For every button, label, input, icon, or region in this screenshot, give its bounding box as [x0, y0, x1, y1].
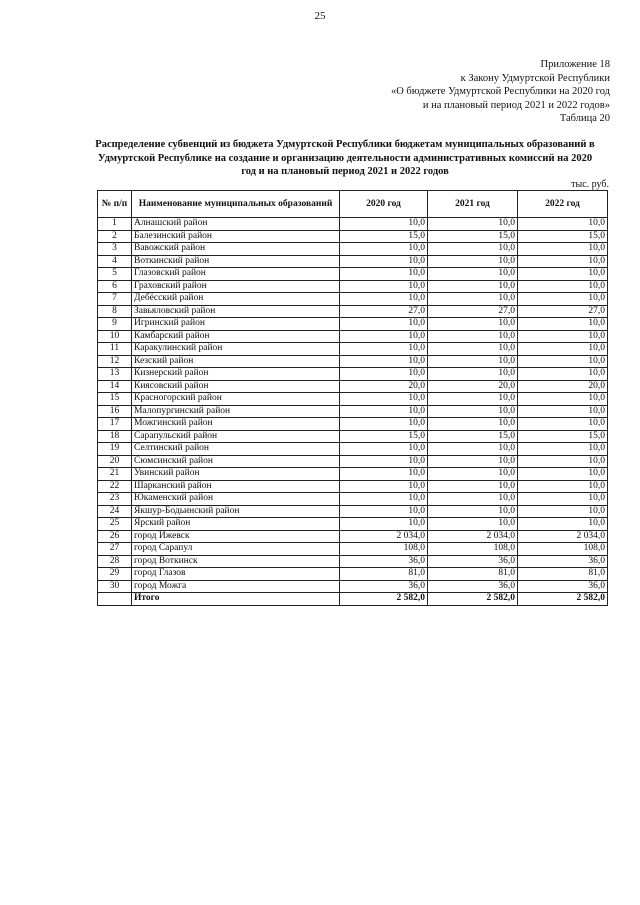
municipality-name: Балезинский район — [132, 230, 340, 243]
value-2022: 10,0 — [518, 518, 608, 531]
table-body — [98, 218, 608, 593]
value-2021: 20,0 — [428, 380, 518, 393]
value-2020: 10,0 — [340, 293, 428, 306]
value-2022: 10,0 — [518, 318, 608, 331]
row-number: 22 — [98, 480, 132, 493]
value-2021: 10,0 — [428, 343, 518, 356]
value-2022: 10,0 — [518, 355, 608, 368]
value-2022: 10,0 — [518, 493, 608, 506]
municipality-name: Глазовский район — [132, 268, 340, 281]
row-number: 20 — [98, 455, 132, 468]
value-2020: 2 034,0 — [340, 530, 428, 543]
table-row — [98, 243, 608, 256]
row-number: 11 — [98, 343, 132, 356]
row-number: 14 — [98, 380, 132, 393]
table-number: Таблица 20 — [559, 113, 610, 125]
row-number: 17 — [98, 418, 132, 431]
municipality-name: Якшур-Бодьинский район — [132, 505, 340, 518]
header-2021: 2021 год — [428, 191, 518, 218]
value-2021: 36,0 — [428, 580, 518, 593]
value-2022: 10,0 — [518, 393, 608, 406]
value-2020: 10,0 — [340, 255, 428, 268]
appendix-line: Приложение 18 — [540, 59, 610, 70]
value-2020: 10,0 — [340, 280, 428, 293]
value-2021: 10,0 — [428, 368, 518, 381]
municipality-name: город Ижевск — [132, 530, 340, 543]
row-number: 12 — [98, 355, 132, 368]
value-2020: 10,0 — [340, 405, 428, 418]
municipality-name: Кизнерский район — [132, 368, 340, 381]
row-number: 2 — [98, 230, 132, 243]
municipality-name: Граховский район — [132, 280, 340, 293]
value-2021: 81,0 — [428, 568, 518, 581]
header-2022: 2022 год — [518, 191, 608, 218]
value-2020: 10,0 — [340, 343, 428, 356]
row-number: 18 — [98, 430, 132, 443]
header-name: Наименование муниципальных образований — [132, 191, 340, 218]
value-2021: 10,0 — [428, 393, 518, 406]
value-2021: 27,0 — [428, 305, 518, 318]
page-number: 25 — [314, 10, 326, 22]
value-2022: 20,0 — [518, 380, 608, 393]
value-2021: 10,0 — [428, 405, 518, 418]
row-number: 19 — [98, 443, 132, 456]
value-2022: 10,0 — [518, 243, 608, 256]
appendix-line: к Закону Удмуртской Республики — [460, 72, 610, 84]
row-number: 4 — [98, 255, 132, 268]
municipality-name: Игринский район — [132, 318, 340, 331]
value-2021: 10,0 — [428, 280, 518, 293]
municipality-name: город Можга — [132, 580, 340, 593]
municipality-name: Сюмсинский район — [132, 455, 340, 468]
value-2020: 15,0 — [340, 230, 428, 243]
value-2022: 27,0 — [518, 305, 608, 318]
header-2020: 2020 год — [340, 191, 428, 218]
value-2022: 10,0 — [518, 280, 608, 293]
row-number: 25 — [98, 518, 132, 531]
value-2022: 81,0 — [518, 568, 608, 581]
row-number: 10 — [98, 330, 132, 343]
table-row — [98, 330, 608, 343]
value-2022: 10,0 — [518, 455, 608, 468]
total-num-cell — [98, 593, 132, 606]
value-2020: 10,0 — [340, 480, 428, 493]
table-row — [98, 518, 608, 531]
value-2022: 10,0 — [518, 405, 608, 418]
table-row — [98, 318, 608, 331]
row-number: 26 — [98, 530, 132, 543]
row-number: 13 — [98, 368, 132, 381]
table-row — [98, 368, 608, 381]
municipality-name: Каракулинский район — [132, 343, 340, 356]
value-2022: 10,0 — [518, 505, 608, 518]
table-row — [98, 455, 608, 468]
table-row — [98, 293, 608, 306]
subvention-table — [97, 190, 608, 606]
municipality-name: Селтинский район — [132, 443, 340, 456]
value-2021: 10,0 — [428, 443, 518, 456]
value-2022: 36,0 — [518, 580, 608, 593]
value-2022: 10,0 — [518, 480, 608, 493]
total-2022: 2 582,0 — [518, 593, 608, 606]
value-2021: 10,0 — [428, 468, 518, 481]
table-row — [98, 418, 608, 431]
value-2021: 10,0 — [428, 418, 518, 431]
value-2021: 10,0 — [428, 505, 518, 518]
value-2020: 10,0 — [340, 243, 428, 256]
municipality-name: Можгинский район — [132, 418, 340, 431]
document-title: Распределение субвенций из бюджета Удмуртской Республики бюджетам муниципальных образований в Удмуртской Республике на создание и организацию деятельности административных комиссий на 2020 год и на плановый период 2021 и 2022 годов — [95, 139, 595, 178]
value-2022: 10,0 — [518, 255, 608, 268]
value-2020: 10,0 — [340, 368, 428, 381]
total-2021: 2 582,0 — [428, 593, 518, 606]
value-2022: 15,0 — [518, 430, 608, 443]
municipality-name: Малопургинский район — [132, 405, 340, 418]
value-2020: 10,0 — [340, 355, 428, 368]
value-2020: 27,0 — [340, 305, 428, 318]
municipality-name: Ярский район — [132, 518, 340, 531]
value-2020: 36,0 — [340, 555, 428, 568]
row-number: 30 — [98, 580, 132, 593]
value-2022: 10,0 — [518, 368, 608, 381]
value-2020: 10,0 — [340, 468, 428, 481]
table-row — [98, 305, 608, 318]
table-row — [98, 230, 608, 243]
value-2020: 10,0 — [340, 330, 428, 343]
row-number: 8 — [98, 305, 132, 318]
table-row — [98, 393, 608, 406]
municipality-name: Воткинский район — [132, 255, 340, 268]
value-2022: 10,0 — [518, 468, 608, 481]
table-row — [98, 555, 608, 568]
value-2021: 10,0 — [428, 518, 518, 531]
value-2022: 10,0 — [518, 293, 608, 306]
value-2022: 36,0 — [518, 555, 608, 568]
municipality-name: Камбарский район — [132, 330, 340, 343]
value-2021: 36,0 — [428, 555, 518, 568]
value-2021: 10,0 — [428, 455, 518, 468]
row-number: 1 — [98, 218, 132, 231]
municipality-name: Кезский район — [132, 355, 340, 368]
value-2020: 10,0 — [340, 418, 428, 431]
municipality-name: город Сарапул — [132, 543, 340, 556]
value-2020: 10,0 — [340, 218, 428, 231]
value-2020: 10,0 — [340, 443, 428, 456]
table-row — [98, 580, 608, 593]
value-2022: 10,0 — [518, 330, 608, 343]
table-row — [98, 268, 608, 281]
row-number: 6 — [98, 280, 132, 293]
value-2022: 10,0 — [518, 418, 608, 431]
table-row — [98, 505, 608, 518]
value-2021: 15,0 — [428, 230, 518, 243]
value-2021: 10,0 — [428, 493, 518, 506]
value-2020: 10,0 — [340, 455, 428, 468]
municipality-name: Сарапульский район — [132, 430, 340, 443]
appendix-line: «О бюджете Удмуртской Республики на 2020 год — [390, 86, 610, 98]
value-2020: 10,0 — [340, 393, 428, 406]
table-row — [98, 430, 608, 443]
units-label: тыс. руб. — [571, 179, 609, 190]
municipality-name: Шарканский район — [132, 480, 340, 493]
value-2021: 10,0 — [428, 318, 518, 331]
value-2021: 10,0 — [428, 243, 518, 256]
value-2022: 10,0 — [518, 443, 608, 456]
table-row — [98, 255, 608, 268]
value-2020: 10,0 — [340, 518, 428, 531]
table-row — [98, 480, 608, 493]
table-row — [98, 443, 608, 456]
value-2022: 15,0 — [518, 230, 608, 243]
municipality-name: Дебёсский район — [132, 293, 340, 306]
municipality-name: Красногорский район — [132, 393, 340, 406]
value-2021: 10,0 — [428, 218, 518, 231]
table-row — [98, 468, 608, 481]
municipality-name: город Воткинск — [132, 555, 340, 568]
table-row — [98, 405, 608, 418]
municipality-name: Увинский район — [132, 468, 340, 481]
value-2020: 81,0 — [340, 568, 428, 581]
value-2021: 10,0 — [428, 480, 518, 493]
appendix-header — [391, 58, 610, 126]
table-row — [98, 543, 608, 556]
table-row — [98, 568, 608, 581]
total-row — [98, 593, 608, 606]
value-2021: 15,0 — [428, 430, 518, 443]
value-2022: 108,0 — [518, 543, 608, 556]
table-row — [98, 380, 608, 393]
value-2020: 20,0 — [340, 380, 428, 393]
table-row — [98, 355, 608, 368]
row-number: 28 — [98, 555, 132, 568]
row-number: 15 — [98, 393, 132, 406]
value-2020: 10,0 — [340, 493, 428, 506]
total-2020: 2 582,0 — [340, 593, 428, 606]
value-2022: 10,0 — [518, 268, 608, 281]
value-2020: 10,0 — [340, 318, 428, 331]
row-number: 23 — [98, 493, 132, 506]
table-row — [98, 343, 608, 356]
value-2020: 15,0 — [340, 430, 428, 443]
value-2021: 10,0 — [428, 268, 518, 281]
value-2020: 36,0 — [340, 580, 428, 593]
table-row — [98, 280, 608, 293]
value-2021: 108,0 — [428, 543, 518, 556]
municipality-name: Киясовский район — [132, 380, 340, 393]
row-number: 24 — [98, 505, 132, 518]
value-2022: 2 034,0 — [518, 530, 608, 543]
municipality-name: город Глазов — [132, 568, 340, 581]
header-num: № п/п — [98, 191, 132, 218]
table-row — [98, 218, 608, 231]
row-number: 21 — [98, 468, 132, 481]
value-2021: 10,0 — [428, 330, 518, 343]
value-2021: 2 034,0 — [428, 530, 518, 543]
municipality-name: Завьяловский район — [132, 305, 340, 318]
value-2021: 10,0 — [428, 293, 518, 306]
row-number: 9 — [98, 318, 132, 331]
row-number: 7 — [98, 293, 132, 306]
municipality-name: Алнашский район — [132, 218, 340, 231]
table-row — [98, 493, 608, 506]
total-label: Итого — [132, 593, 340, 606]
value-2021: 10,0 — [428, 355, 518, 368]
value-2022: 10,0 — [518, 343, 608, 356]
row-number: 16 — [98, 405, 132, 418]
table-row — [98, 530, 608, 543]
row-number: 5 — [98, 268, 132, 281]
row-number: 29 — [98, 568, 132, 581]
value-2020: 108,0 — [340, 543, 428, 556]
value-2021: 10,0 — [428, 255, 518, 268]
table-header-row — [98, 191, 608, 218]
value-2020: 10,0 — [340, 268, 428, 281]
municipality-name: Юкаменский район — [132, 493, 340, 506]
value-2020: 10,0 — [340, 505, 428, 518]
municipality-name: Вавожский район — [132, 243, 340, 256]
appendix-line: и на плановый период 2021 и 2022 годов» — [422, 99, 610, 111]
row-number: 27 — [98, 543, 132, 556]
row-number: 3 — [98, 243, 132, 256]
value-2022: 10,0 — [518, 218, 608, 231]
